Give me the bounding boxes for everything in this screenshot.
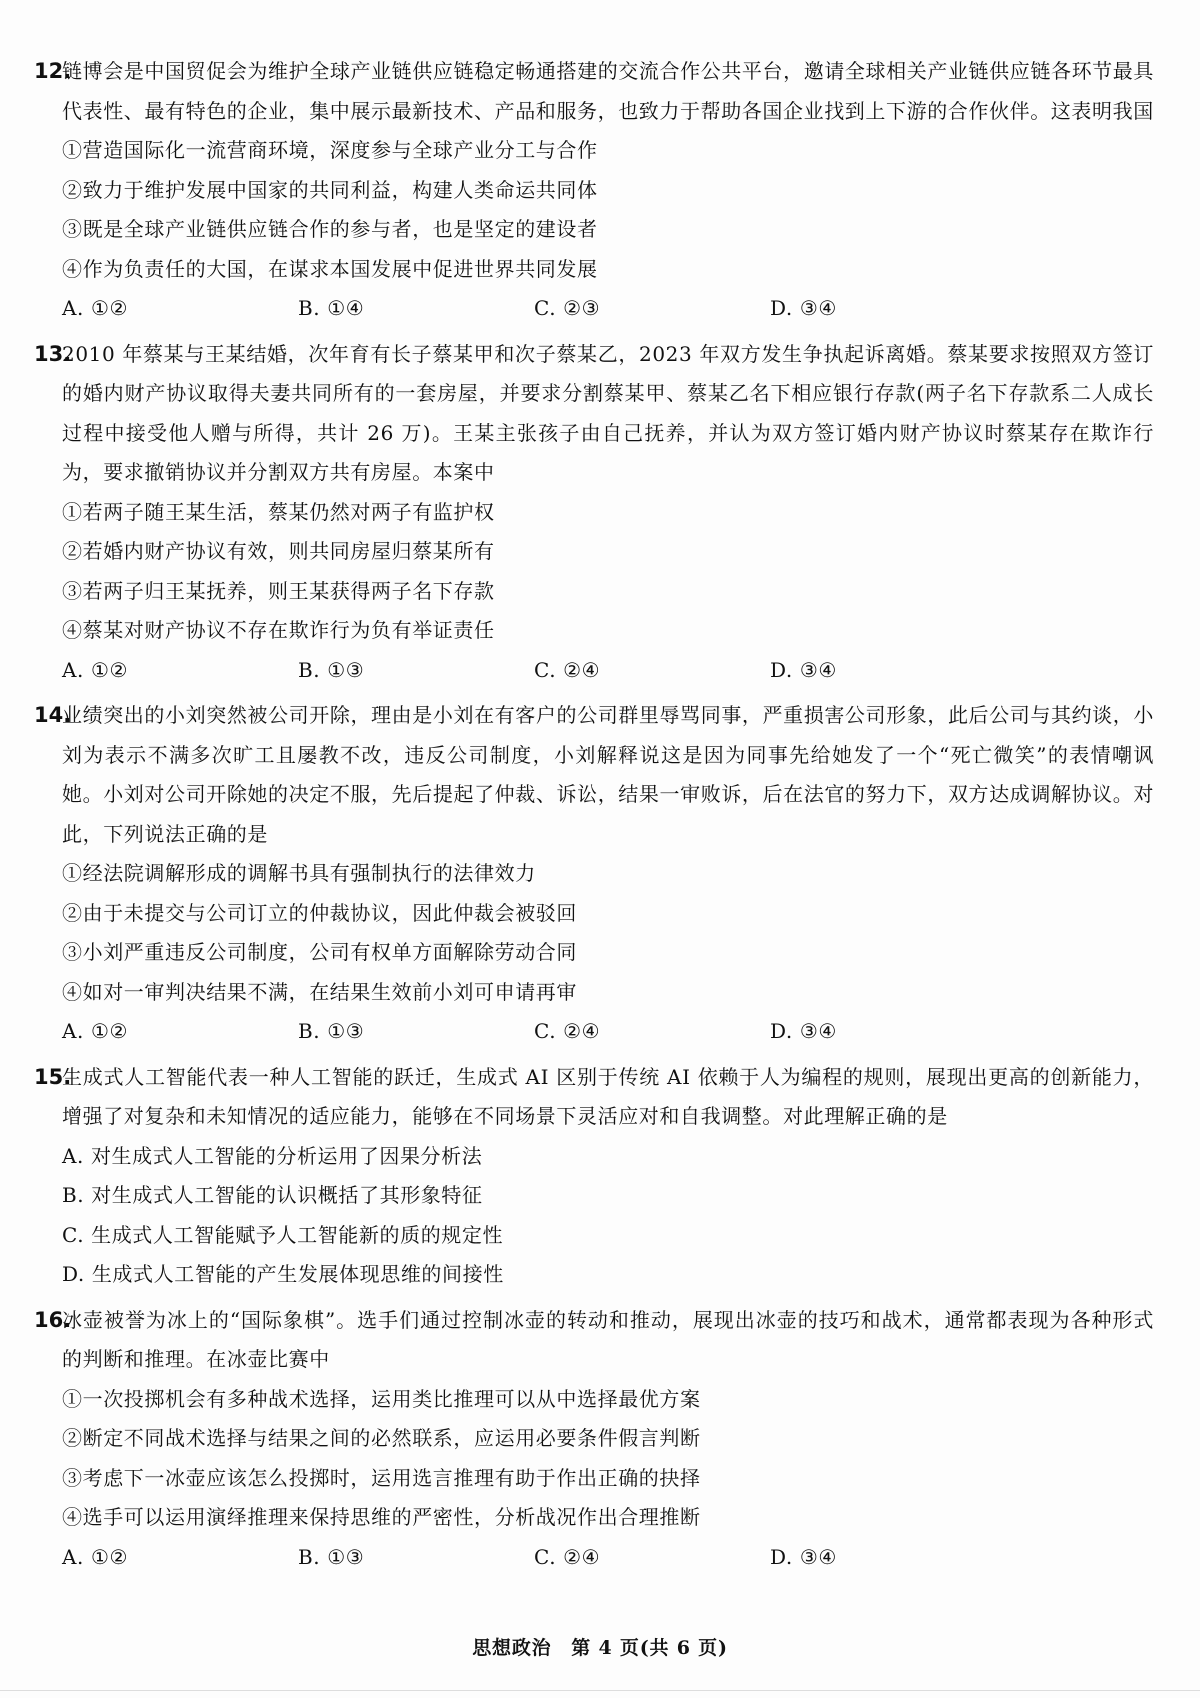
option-a[interactable]: A. ①② — [62, 1544, 129, 1569]
statement-4: ④作为负责任的大国，在谋求本国发展中促进世界共同发展 — [62, 256, 598, 281]
option-b[interactable]: B. ①③ — [298, 1544, 365, 1569]
statement-1: ①营造国际化一流营商环境，深度参与全球产业分工与合作 — [62, 138, 598, 162]
question-15 — [34, 1058, 1154, 1295]
question-16 — [34, 1301, 1154, 1578]
answer-options — [34, 289, 1154, 329]
option-b[interactable]: B. ①③ — [298, 1019, 365, 1043]
question-stem — [34, 1058, 1154, 1137]
option-b[interactable]: B. ①③ — [298, 657, 365, 682]
option-c[interactable]: C. ②④ — [534, 657, 601, 682]
option-d[interactable]: D. ③④ — [770, 1019, 837, 1043]
option-b[interactable]: B. 对生成式人工智能的认识概括了其形象特征 — [62, 1183, 483, 1207]
page-bottom-divider — [0, 1690, 1200, 1691]
statement-4: ④选手可以运用演绎推理来保持思维的严密性，分析战况作出合理推断 — [62, 1505, 701, 1529]
option-c[interactable]: C. 生成式人工智能赋予人工智能新的质的规定性 — [62, 1222, 504, 1247]
question-13 — [34, 335, 1154, 691]
question-number: 16. — [34, 1307, 72, 1332]
statement-2: ②由于未提交与公司订立的仲裁协议，因此仲裁会被驳回 — [62, 900, 577, 925]
question-stem-text: 生成式人工智能代表一种人工智能的跃迁，生成式 AI 区别于传统 AI 依赖于人为编程的规则，展现出更高的创新能力，增强了对复杂和未知情况的适应能力，能够在不同场景下灵活应对和自我调整。对此理解正确的是 — [62, 1064, 1154, 1128]
question-stem-text: 冰壶被誉为冰上的“国际象棋”。选手们通过控制冰壶的转动和推动，展现出冰壶的技巧和战术，通常都表现为各种形式的判断和推理。在冰壶比赛中 — [62, 1307, 1154, 1371]
statement-3: ③考虑下一冰壶应该怎么投掷时，运用选言推理有助于作出正确的抉择 — [62, 1465, 701, 1490]
question-number: 12. — [34, 59, 72, 83]
question-stem — [34, 335, 1154, 493]
question-number: 13. — [34, 341, 72, 366]
page-footer: 思想政治 第 4 页(共 6 页) — [472, 1637, 728, 1659]
question-stem-text: 2010 年蔡某与王某结婚，次年育有长子蔡某甲和次子蔡某乙，2023 年双方发生争执起诉离婚。蔡某要求按照双方签订的婚内财产协议取得夫妻共同所有的一套房屋，并要求分割蔡某甲、蔡某乙名下相应银行存款(两子名下存款系二人成长过程中接受他人赠与所得，共计 26 万)。王某主张孩子由自己抚养，并认为双方签订婚内财产协议时蔡某存在欺诈行为，要求撤销协议并分割双方共有房屋。本案中 — [62, 341, 1154, 484]
statement-1: ①若两子随王某生活，蔡某仍然对两子有监护权 — [62, 499, 495, 524]
question-number: 15. — [34, 1064, 72, 1089]
answer-options — [34, 1012, 1154, 1052]
option-d[interactable]: D. 生成式人工智能的产生发展体现思维的间接性 — [62, 1262, 504, 1286]
option-d[interactable]: D. ③④ — [770, 657, 837, 682]
question-12 — [34, 52, 1154, 329]
option-d[interactable]: D. ③④ — [770, 1544, 837, 1569]
option-c[interactable]: C. ②③ — [534, 296, 601, 320]
question-list — [34, 52, 1154, 1583]
option-a[interactable]: A. ①② — [62, 296, 129, 320]
statement-2: ②断定不同战术选择与结果之间的必然联系，应运用必要条件假言判断 — [62, 1426, 701, 1450]
statement-1: ①经法院调解形成的调解书具有强制执行的法律效力 — [62, 861, 536, 885]
answer-options — [34, 1538, 1154, 1578]
question-stem — [34, 52, 1154, 131]
question-stem-text: 链博会是中国贸促会为维护全球产业链供应链稳定畅通搭建的交流合作公共平台，邀请全球相关产业链供应链各环节最具代表性、最有特色的企业，集中展示最新技术、产品和服务，也致力于帮助各国企业找到上下游的合作伙伴。这表明我国 — [62, 59, 1154, 123]
question-number: 14. — [34, 703, 72, 727]
option-a[interactable]: A. 对生成式人工智能的分析运用了因果分析法 — [62, 1143, 483, 1168]
statement-2: ②致力于维护发展中国家的共同利益，构建人类命运共同体 — [62, 177, 598, 202]
option-d[interactable]: D. ③④ — [770, 296, 837, 320]
question-14 — [34, 696, 1154, 1052]
option-c[interactable]: C. ②④ — [534, 1544, 601, 1569]
statement-2: ②若婚内财产协议有效，则共同房屋归蔡某所有 — [62, 539, 495, 563]
question-stem-text: 业绩突出的小刘突然被公司开除，理由是小刘在有客户的公司群里辱骂同事，严重损害公司形象，此后公司与其约谈，小刘为表示不满多次旷工且屡教不改，违反公司制度，小刘解释说这是因为同事先给她发了一个“死亡微笑”的表情嘲讽她。小刘对公司开除她的决定不服，先后提起了仲裁、诉讼，结果一审败诉，后在法官的努力下，双方达成调解协议。对此，下列说法正确的是 — [62, 703, 1154, 846]
answer-options — [34, 651, 1154, 691]
statement-3: ③小刘严重违反公司制度，公司有权单方面解除劳动合同 — [62, 940, 577, 964]
statement-4: ④如对一审判决结果不满，在结果生效前小刘可申请再审 — [62, 979, 577, 1004]
question-stem — [34, 1301, 1154, 1380]
option-a[interactable]: A. ①② — [62, 1019, 129, 1043]
question-stem — [34, 696, 1154, 854]
statement-1: ①一次投掷机会有多种战术选择，运用类比推理可以从中选择最优方案 — [62, 1386, 701, 1411]
statement-3: ③若两子归王某抚养，则王某获得两子名下存款 — [62, 578, 495, 603]
option-c[interactable]: C. ②④ — [534, 1019, 601, 1043]
option-a[interactable]: A. ①② — [62, 657, 129, 682]
statement-4: ④蔡某对财产协议不存在欺诈行为负有举证责任 — [62, 618, 495, 642]
option-b[interactable]: B. ①④ — [298, 296, 365, 320]
statement-3: ③既是全球产业链供应链合作的参与者，也是坚定的建设者 — [62, 217, 598, 241]
